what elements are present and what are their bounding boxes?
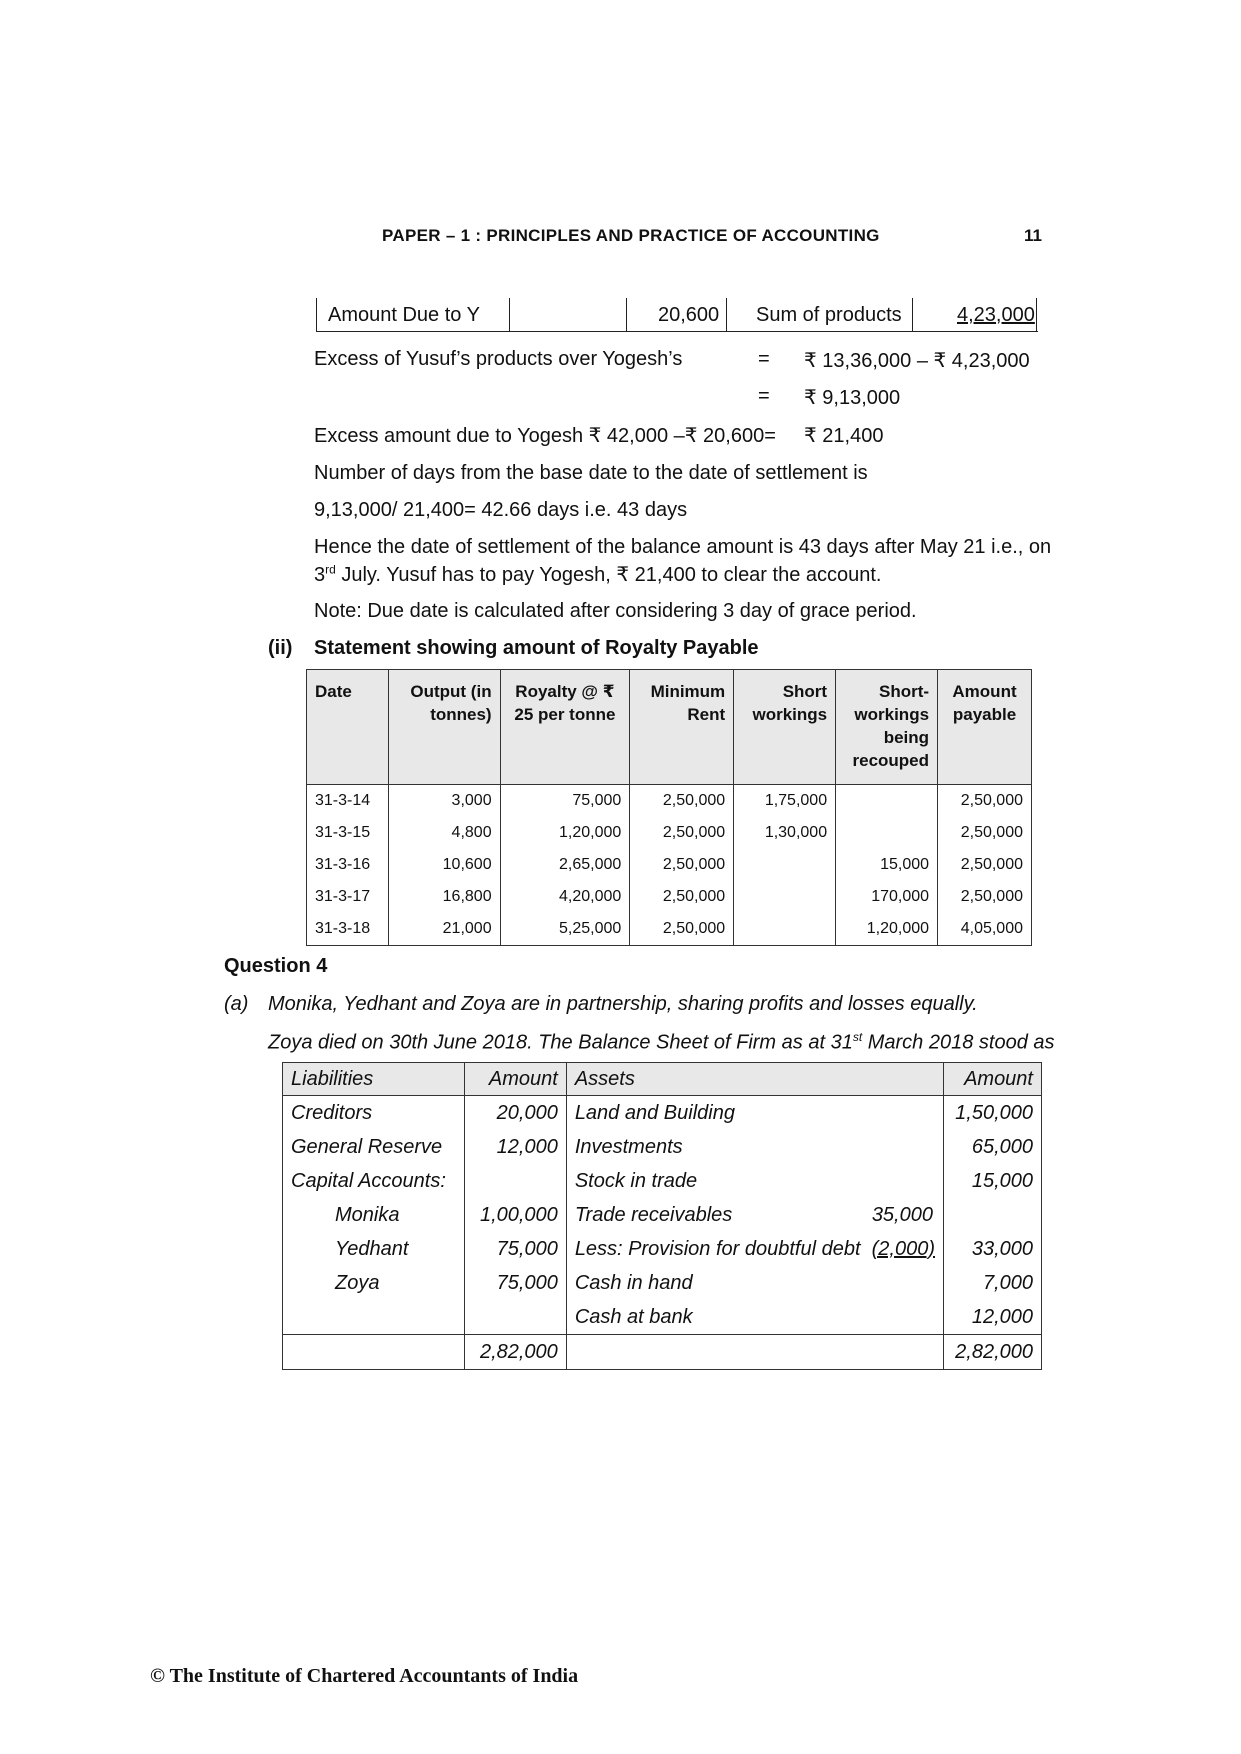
cell-date: 31-3-18 [307,913,389,946]
asset-item: Land and Building [566,1096,943,1131]
cell-date: 31-3-16 [307,849,389,881]
cell-royalty: 2,65,000 [500,849,630,881]
liability-amount: 1,00,000 [464,1198,566,1232]
cell-output: 16,800 [388,881,500,913]
col-assets: Assets [566,1063,943,1096]
cell-recouped [836,785,938,818]
cell-short-workings [734,913,836,946]
liability-amount: 75,000 [464,1266,566,1300]
asset-amount: 33,000 [943,1232,1041,1266]
excess-result: ₹ 9,13,000 [804,387,901,409]
asset-item: Stock in trade [566,1164,943,1198]
total-liabilities: 2,82,000 [464,1335,566,1370]
cell-date: 31-3-15 [307,817,389,849]
table-row [307,913,1032,946]
asset-item: Cash in hand [566,1266,943,1300]
cell-date: 31-3-14 [307,785,389,818]
asset-item: Trade receivables 35,000 [566,1198,943,1232]
inner-amount: (2,000) [871,1237,935,1260]
excess-label: Excess of Yusuf’s products over Yogesh’s [314,348,683,370]
equals-sign: = [758,348,770,370]
equals-sign: = [758,385,770,407]
royalty-table [306,669,1032,946]
table-row [307,849,1032,881]
col-output: Output (in tonnes) [388,670,500,785]
table-row [307,881,1032,913]
asset-amount: 7,000 [943,1266,1041,1300]
excess-amount-label: Excess amount due to Yogesh ₹ 42,000 –₹ 20,600= [314,425,776,447]
grace-note: Note: Due date is calculated after considering 3 day of grace period. [314,600,917,622]
asset-item: Investments [566,1130,943,1164]
liability-item [283,1300,465,1335]
liability-item: Monika [283,1198,465,1232]
liability-item: Creditors [283,1096,465,1131]
asset-amount: 1,50,000 [943,1096,1041,1131]
cell-short-workings: 1,30,000 [734,817,836,849]
page-number: 11 [1024,226,1042,245]
cell-output: 4,800 [388,817,500,849]
liability-item: Zoya [283,1266,465,1300]
sum-products-label: Sum of products [756,304,902,326]
asset-item: Cash at bank [566,1300,943,1335]
liability-amount: 12,000 [464,1130,566,1164]
page-header-title: PAPER – 1 : PRINCIPLES AND PRACTICE OF ACCOUNTING [382,226,880,245]
table-row [283,1300,1042,1335]
col-liab-amount: Amount [464,1063,566,1096]
excess-amount-value: ₹ 21,400 [804,425,884,447]
cell-short-workings [734,881,836,913]
table-row [283,1164,1042,1198]
royalty-title: Statement showing amount of Royalty Payable [314,637,759,659]
amount-due-label: Amount Due to Y [328,304,480,326]
question-part: (a) [224,993,249,1015]
col-royalty: Royalty @ ₹ 25 per tonne [500,670,630,785]
cell-minimum-rent: 2,50,000 [630,785,734,818]
asset-amount: 65,000 [943,1130,1041,1164]
amount-due-row [316,298,1038,334]
settlement-line-1: Hence the date of settlement of the balance amount is 43 days after May 21 i.e., on [314,536,1052,558]
royalty-header-row [307,670,1032,785]
col-liabilities: Liabilities [283,1063,465,1096]
cell-royalty: 1,20,000 [500,817,630,849]
amount-due-value: 20,600 [658,304,720,326]
cell-minimum-rent: 2,50,000 [630,849,734,881]
liability-amount: 20,000 [464,1096,566,1131]
section-number: (ii) [268,637,293,659]
table-row [283,1130,1042,1164]
cell-minimum-rent: 2,50,000 [630,817,734,849]
cell-royalty: 75,000 [500,785,630,818]
question-title: Question 4 [224,955,328,977]
cell-output: 10,600 [388,849,500,881]
cell-output: 3,000 [388,785,500,818]
liability-item: Yedhant [283,1232,465,1266]
cell-output: 21,000 [388,913,500,946]
liability-amount [464,1164,566,1198]
cell-recouped: 1,20,000 [836,913,938,946]
table-row [307,817,1032,849]
inner-amount: 35,000 [871,1203,933,1226]
cell-recouped [836,817,938,849]
cell-payable: 2,50,000 [938,817,1032,849]
question-line-2: Zoya died on 30th June 2018. The Balance Sheet of Firm as at 31st March 2018 stood as [268,1030,1055,1054]
cell-royalty: 4,20,000 [500,881,630,913]
col-minimum-rent: Minimum Rent [630,670,734,785]
total-row [283,1335,1042,1370]
cell-royalty: 5,25,000 [500,913,630,946]
balance-sheet-header [283,1063,1042,1096]
col-amount-payable: Amount payable [938,670,1032,785]
table-row [283,1266,1042,1300]
cell-payable: 2,50,000 [938,785,1032,818]
cell-short-workings [734,849,836,881]
liability-item: General Reserve [283,1130,465,1164]
asset-item: Less: Provision for doubtful debt (2,000) [566,1232,943,1266]
cell-payable: 4,05,000 [938,913,1032,946]
footer-copyright: © The Institute of Chartered Accountants of India [150,1665,579,1687]
liability-amount: 75,000 [464,1232,566,1266]
balance-sheet-table [282,1062,1042,1370]
excess-expression: ₹ 13,36,000 – ₹ 4,23,000 [804,350,1030,372]
asset-amount: 15,000 [943,1164,1041,1198]
col-short-workings-recouped: Short-workings being recouped [836,670,938,785]
col-date: Date [307,670,389,785]
question-line-1: Monika, Yedhant and Zoya are in partnership, sharing profits and losses equally. [268,993,978,1015]
cell-payable: 2,50,000 [938,881,1032,913]
asset-amount: 12,000 [943,1300,1041,1335]
cell-recouped: 15,000 [836,849,938,881]
cell-date: 31-3-17 [307,881,389,913]
table-row [307,785,1032,818]
days-line: Number of days from the base date to the date of settlement is [314,462,868,484]
col-short-workings: Short workings [734,670,836,785]
cell-minimum-rent: 2,50,000 [630,881,734,913]
total-assets: 2,82,000 [943,1335,1041,1370]
table-row [283,1232,1042,1266]
cell-payable: 2,50,000 [938,849,1032,881]
asset-amount [943,1198,1041,1232]
col-asset-amount: Amount [943,1063,1041,1096]
cell-recouped: 170,000 [836,881,938,913]
liability-amount [464,1300,566,1335]
cell-short-workings: 1,75,000 [734,785,836,818]
liability-item: Capital Accounts: [283,1164,465,1198]
settlement-line-2: 3rd July. Yusuf has to pay Yogesh, ₹ 21,400 to clear the account. [314,562,882,586]
table-row [283,1198,1042,1232]
table-row [283,1096,1042,1131]
sum-products-value: 4,23,000 [957,304,1035,326]
cell-minimum-rent: 2,50,000 [630,913,734,946]
days-calc: 9,13,000/ 21,400= 42.66 days i.e. 43 days [314,499,688,521]
